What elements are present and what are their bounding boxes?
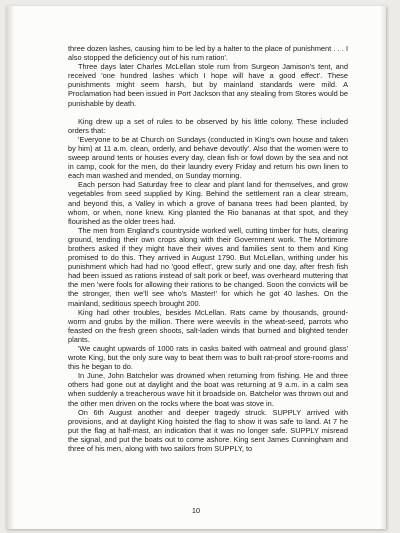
paragraph-5: Each person had Saturday free to clear and plant land for themselves, and grow vegetables from seed supplied by King. Behind the settlement ran a clear stream, and beyond this, a Valley in which a grove of banana trees had been planted, by whom, or when, none knew. King planted the Rio bananas at that spot, and they flourished as the older trees had. bbox=[68, 180, 348, 226]
paragraph-10: On 6th August another and deeper tragedy struck. SUPPLY arrived with provisions, and at daylight King hoisted the flag to show it was safe to land. At 7 he put the flag at half-mast, an indication that it was no longer safe. SUPPLY misread the signal, and put the boats out to come ashore. King sent James Cunningham and three of his men, along with two sailors from SUPPLY, to bbox=[68, 407, 348, 454]
paragraph-6: The men from England's countryside worked well, cutting timber for huts, clearing ground, tending their own crops along with their Government work. The Mortimore brothers asked if they might have their wives and families sent to them and King promised to do this. They arrived in August 1790. But McLellan, writhing under his punishment which had had no 'good effect', grew surly and one day, after fresh fish had been issued as rations instead of salt pork or beef, was overheard muttering that the men 'were fools for allowing their rations to be changed. Soon the convicts will be the stronger, then we'll see who's Master!' for which he got 40 lashes. On the mainland, seditious speech brought 200. bbox=[68, 225, 348, 308]
paragraph-9: In June, John Batchelor was drowned when returning from fishing. He and three others had gone out at daylight and the boat was returning at 9 a.m. in a calm sea when suddenly a treacherous wave hit it broadside on. Batchelor was thrown out and the other men driven on the rocks where the boat was stove in. bbox=[68, 371, 348, 408]
paragraph-3: King drew up a set of rules to be observed by his little colony. These included orders that: bbox=[68, 116, 348, 135]
page-number: 10 bbox=[191, 506, 201, 515]
paragraph-4: 'Everyone to be at Church on Sundays (conducted in King's own house and taken by him) at 11 a.m. clean, orderly, and behave devoutly'. Also that the women were to sweep around tents or houses every day, clean fish or fowl down by the sea and not in camp, cook for the men, do their laundry every Friday and return his own linen to each man washed and mended, on Sunday morning. bbox=[68, 134, 348, 181]
page-edge-shadow bbox=[380, 6, 386, 529]
paragraph-7: King had other troubles, besides McLellan. Rats came by thousands, ground-worm and grubs by the million. There were weevils in the wheat-seed, parrots who feasted on the fresh green shoots, salt-laden winds that burned and blighted tender plants. bbox=[68, 307, 348, 344]
body-text bbox=[68, 44, 348, 453]
paragraph-2: Three days later Charles McLellan stole rum from Surgeon Jamison's tent, and received 'one hundred lashes which I hope will have a good effect'. These punishments might seem harsh, but by mainland standards were mild. A Proclamation had been issued in Port Jackson that any stealing from Stores would be punishable by death. bbox=[68, 62, 348, 108]
book-page bbox=[6, 6, 386, 529]
paragraph-1: three dozen lashes, causing him to be led by a halter to the place of punishment . . . I also stopped the deficiency out of his rum ration'. bbox=[68, 44, 348, 63]
paragraph-8: 'We caught upwards of 1000 rats in casks baited with oatmeal and ground glass' wrote King, but the only sure way to beat them was to built rat-proof store-rooms and this he began to do. bbox=[68, 344, 348, 372]
page-spine bbox=[6, 6, 15, 529]
